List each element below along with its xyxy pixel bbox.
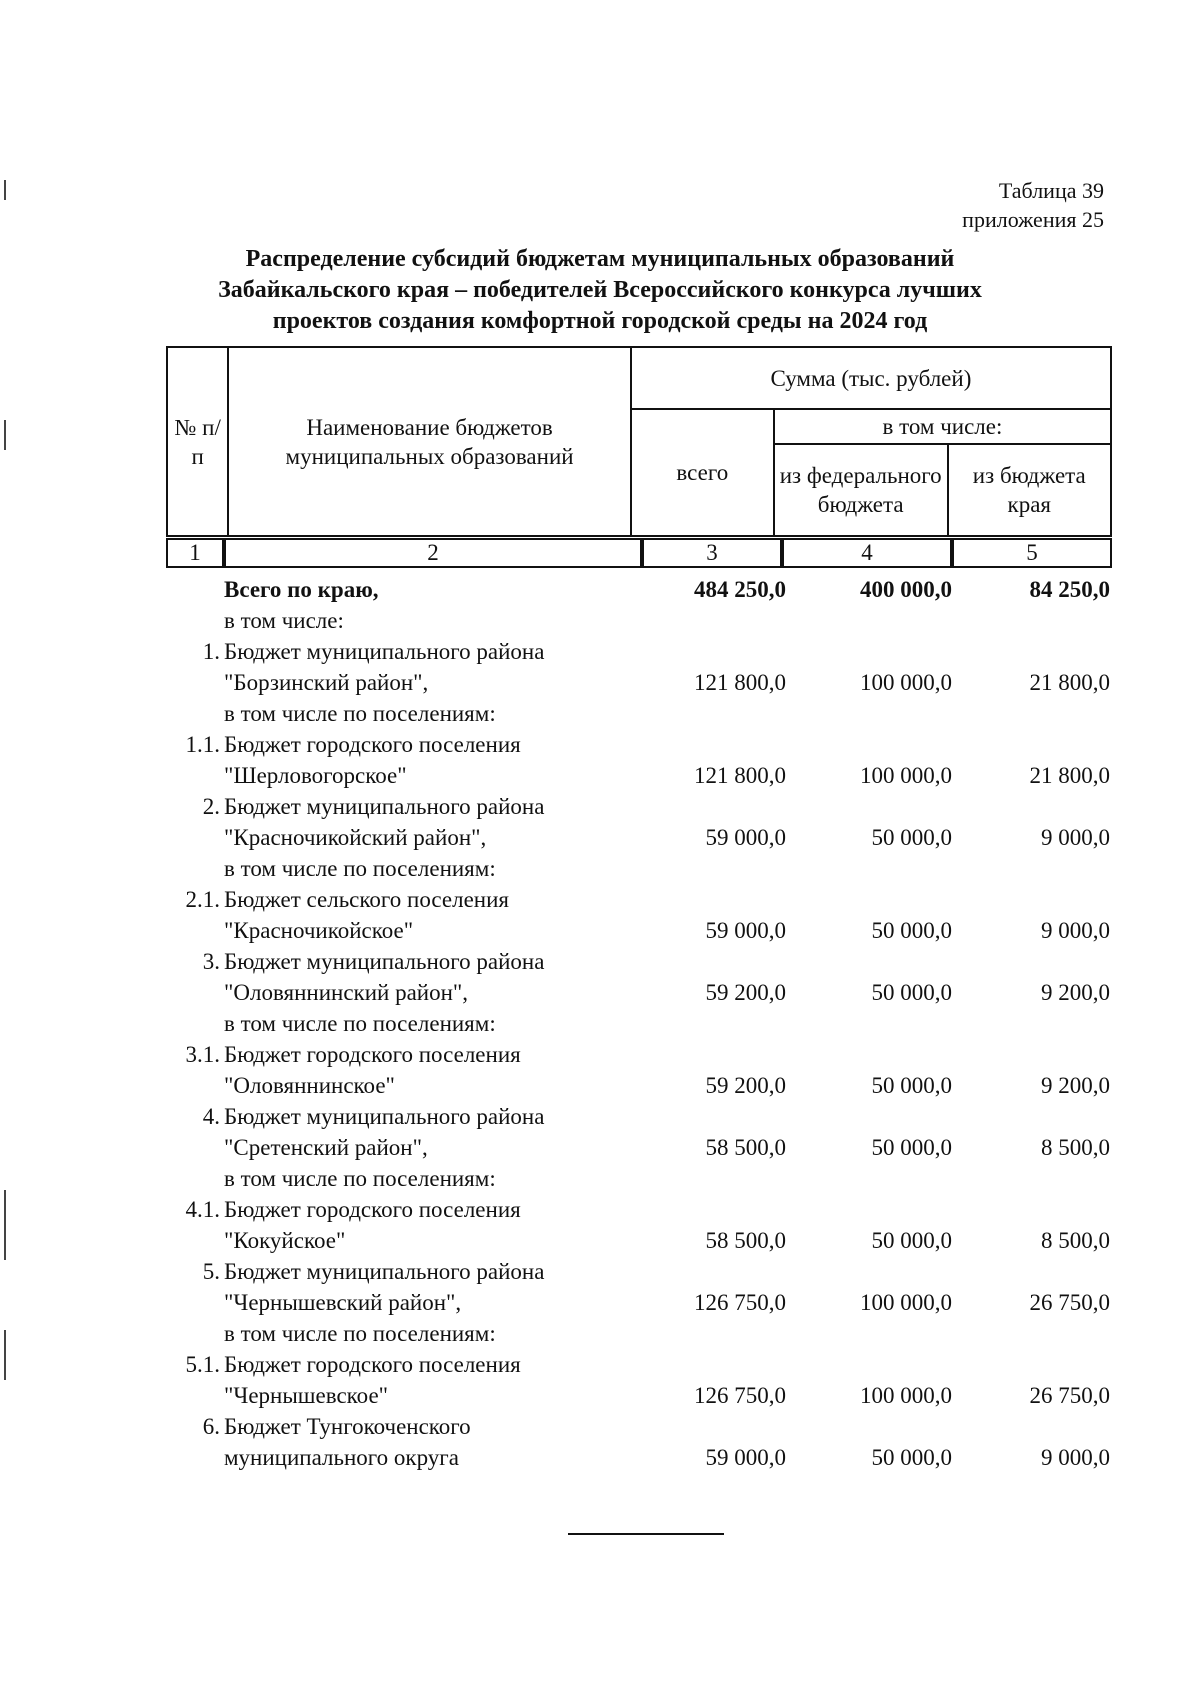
row-sum: 58 500,0	[705, 1135, 786, 1160]
row-sum: 121 800,0	[694, 670, 786, 695]
row-regional: 26 750,0	[1029, 1383, 1110, 1408]
row-name-line: Бюджет городского поселения	[224, 1042, 521, 1067]
row-number: 6.	[202, 1414, 220, 1439]
row-federal: 100 000,0	[860, 670, 952, 695]
row-sum: 59 000,0	[705, 825, 786, 850]
row-number: 5.1.	[185, 1352, 220, 1377]
column-number: 5	[952, 538, 1112, 568]
row-sum: 59 000,0	[705, 918, 786, 943]
header-regional-label: из бюджета края	[972, 463, 1086, 517]
row-name-line: "Красночикойский район",	[224, 825, 487, 850]
header-name-label: Наименование бюджетов муниципальных образований	[285, 414, 574, 469]
row-number: 3.1.	[185, 1042, 220, 1067]
row-name-line: "Сретенский район",	[224, 1135, 428, 1160]
total-sum: 484 250,0	[694, 577, 786, 602]
row-regional: 9 200,0	[1041, 1073, 1110, 1098]
row-regional: 9 200,0	[1041, 980, 1110, 1005]
scan-mark	[4, 1330, 6, 1380]
row-sum: 59 200,0	[705, 980, 786, 1005]
column-number: 3	[642, 538, 782, 568]
column-number: 4	[782, 538, 952, 568]
including-label: в том числе:	[224, 608, 344, 633]
row-regional: 21 800,0	[1029, 670, 1110, 695]
row-federal: 50 000,0	[871, 825, 952, 850]
row-regional: 9 000,0	[1041, 918, 1110, 943]
row-regional: 9 000,0	[1041, 825, 1110, 850]
total-row	[166, 574, 1112, 605]
row-name-line: Бюджет муниципального района	[224, 794, 545, 819]
row-name-line: Бюджет сельского поселения	[224, 887, 509, 912]
row-sum: 126 750,0	[694, 1383, 786, 1408]
column-number: 1	[166, 538, 224, 568]
row-name-line: Бюджет муниципального района	[224, 949, 545, 974]
table-row	[166, 791, 1112, 884]
total-regional: 84 250,0	[1029, 577, 1110, 602]
table-row	[166, 1411, 1112, 1473]
row-federal: 100 000,0	[860, 763, 952, 788]
row-sum: 59 000,0	[705, 1445, 786, 1470]
row-name-line: в том числе по поселениям:	[224, 1166, 496, 1191]
row-number: 5.	[202, 1259, 220, 1284]
row-name-line: муниципального округа	[224, 1445, 459, 1470]
row-number: 4.	[202, 1104, 220, 1129]
row-name-line: "Кокуйское"	[224, 1228, 346, 1253]
header-name	[228, 347, 631, 536]
row-sum: 58 500,0	[705, 1228, 786, 1253]
header-federal	[774, 444, 948, 536]
row-number: 2.	[202, 794, 220, 819]
row-sum: 126 750,0	[694, 1290, 786, 1315]
document-title	[150, 244, 1050, 337]
table-row	[166, 636, 1112, 729]
total-federal: 400 000,0	[860, 577, 952, 602]
row-name-line: в том числе по поселениям:	[224, 1321, 496, 1346]
column-number-row	[166, 538, 1112, 568]
table-row	[166, 1039, 1112, 1101]
row-name-line: "Оловяннинский район",	[224, 980, 469, 1005]
row-name-line: Бюджет городского поселения	[224, 1352, 521, 1377]
row-federal: 50 000,0	[871, 1228, 952, 1253]
table-row	[166, 729, 1112, 791]
row-name-line: Бюджет городского поселения	[224, 1197, 521, 1222]
row-name-line: Бюджет городского поселения	[224, 732, 521, 757]
row-regional: 8 500,0	[1041, 1135, 1110, 1160]
table-row	[166, 946, 1112, 1039]
row-name-line: в том числе по поселениям:	[224, 856, 496, 881]
header-including-label: в том числе:	[882, 414, 1003, 439]
scan-mark	[4, 180, 6, 200]
including-row	[166, 605, 1112, 636]
row-federal: 100 000,0	[860, 1290, 952, 1315]
row-name-line: "Борзинский район",	[224, 670, 429, 695]
header-total-label: всего	[676, 460, 729, 485]
header-table	[166, 346, 1112, 537]
row-name-line: "Чернышевское"	[224, 1383, 389, 1408]
title-line: Забайкальского края – победителей Всероссийского конкурса лучших	[218, 277, 982, 303]
row-sum: 59 200,0	[705, 1073, 786, 1098]
row-name-line: Бюджет муниципального района	[224, 639, 545, 664]
table-caption	[962, 176, 1104, 234]
header-federal-label: из федерального бюджета	[779, 463, 942, 517]
row-name-line: "Оловяннинское"	[224, 1073, 395, 1098]
row-number: 4.1.	[185, 1197, 220, 1222]
table-row	[166, 1194, 1112, 1256]
total-name: Всего по краю,	[224, 577, 379, 602]
row-number: 3.	[202, 949, 220, 974]
table-body	[166, 574, 1112, 1473]
row-federal: 50 000,0	[871, 980, 952, 1005]
scan-mark	[4, 420, 6, 450]
caption-line: Таблица 39	[998, 178, 1104, 203]
header-num	[167, 347, 228, 536]
header-sum-label: Сумма (тыс. рублей)	[770, 365, 972, 391]
header-total	[631, 409, 774, 536]
row-name-line: "Красночикойское"	[224, 918, 414, 943]
title-line: проектов создания комфортной городской среды на 2024 год	[272, 308, 928, 334]
row-regional: 9 000,0	[1041, 1445, 1110, 1470]
table-row	[166, 1101, 1112, 1194]
row-name-line: Бюджет муниципального района	[224, 1259, 545, 1284]
row-federal: 50 000,0	[871, 918, 952, 943]
row-name-line: "Чернышевский район",	[224, 1290, 462, 1315]
header-num-label: № п/п	[174, 414, 221, 469]
row-regional: 8 500,0	[1041, 1228, 1110, 1253]
scan-mark	[4, 1190, 6, 1260]
header-including	[774, 409, 1111, 444]
row-federal: 50 000,0	[871, 1073, 952, 1098]
row-number: 2.1.	[185, 887, 220, 912]
row-federal: 100 000,0	[860, 1383, 952, 1408]
header-regional	[948, 444, 1112, 536]
row-number: 1.	[202, 639, 220, 664]
row-number: 1.1.	[185, 732, 220, 757]
header-sum	[631, 347, 1111, 409]
row-sum: 121 800,0	[694, 763, 786, 788]
caption-line: приложения 25	[962, 207, 1104, 232]
row-federal: 50 000,0	[871, 1445, 952, 1470]
table-row	[166, 1256, 1112, 1349]
row-regional: 21 800,0	[1029, 763, 1110, 788]
row-regional: 26 750,0	[1029, 1290, 1110, 1315]
row-name-line: в том числе по поселениям:	[224, 701, 496, 726]
table-row	[166, 1349, 1112, 1411]
row-name-line: Бюджет муниципального района	[224, 1104, 545, 1129]
row-name-line: в том числе по поселениям:	[224, 1011, 496, 1036]
row-name-line: "Шерловогорское"	[224, 763, 407, 788]
row-name-line: Бюджет Тунгокоченского	[224, 1414, 471, 1439]
table-row	[166, 884, 1112, 946]
closing-rule	[568, 1533, 724, 1535]
column-number: 2	[224, 538, 642, 568]
row-federal: 50 000,0	[871, 1135, 952, 1160]
title-line: Распределение субсидий бюджетам муниципальных образований	[245, 246, 955, 272]
